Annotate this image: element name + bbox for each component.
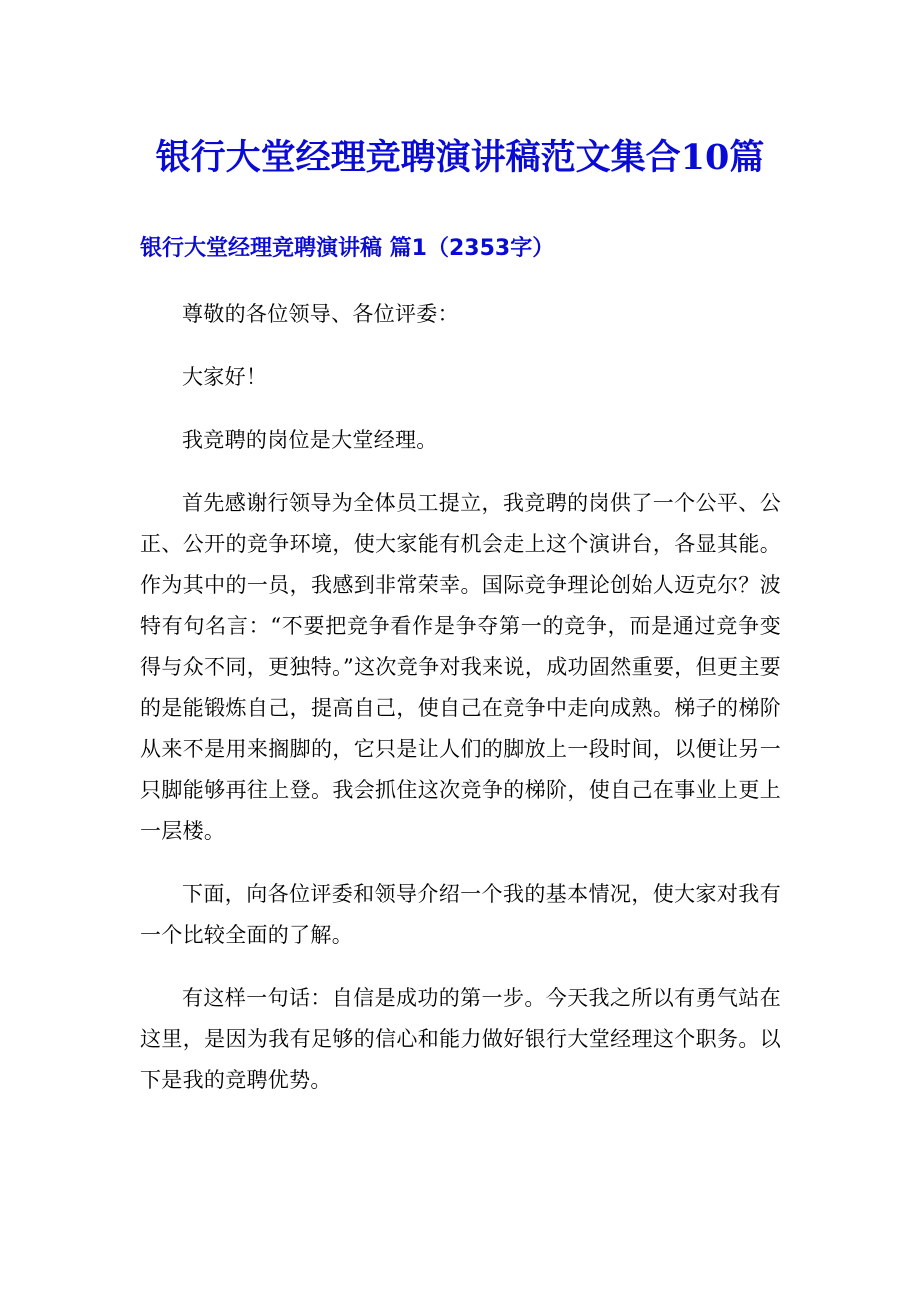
body-text: [140, 294, 781, 1123]
paragraph-salutation: 尊敬的各位领导、各位评委：: [182, 302, 459, 326]
document-title: 银行大堂经理竞聘演讲稿范文集合10篇: [155, 137, 765, 178]
paragraph-greeting: 大家好！: [182, 365, 268, 389]
paragraph-introduction: 下面，向各位评委和领导介绍一个我的基本情况，使大家对我有一个比较全面的了解。: [140, 882, 781, 947]
paragraph-thanks: 首先感谢行领导为全体员工提立，我竞聘的岗供了一个公平、公正、公开的竞争环境，使大家能有机会走上这个演讲台，各显其能。作为其中的一员，我感到非常荣幸。国际竞争理论创始人迈克尔？波特有句名言：“不要把竞争看作是争夺第一的竞争，而是通过竞争变得与众不同，更独特。”这次竞争对我来说，成功固然重要，但更主要的是能锻炼自己，提高自己，使自己在竞争中走向成熟。梯子的梯阶从来不是用来搁脚的，它只是让人们的脚放上一段时间，以便让另一只脚能够再往上登。我会抓住这次竞争的梯阶，使自己在事业上更上一层楼。: [140, 491, 781, 843]
paragraph-position: 我竞聘的岗位是大堂经理。: [182, 428, 438, 452]
section-heading: 银行大堂经理竞聘演讲稿 篇1（2353字）: [140, 236, 555, 261]
paragraph-advantages: 有这样一句话：自信是成功的第一步。今天我之所以有勇气站在这里，是因为我有足够的信心和能力做好银行大堂经理这个职务。以下是我的竞聘优势。: [140, 986, 781, 1092]
